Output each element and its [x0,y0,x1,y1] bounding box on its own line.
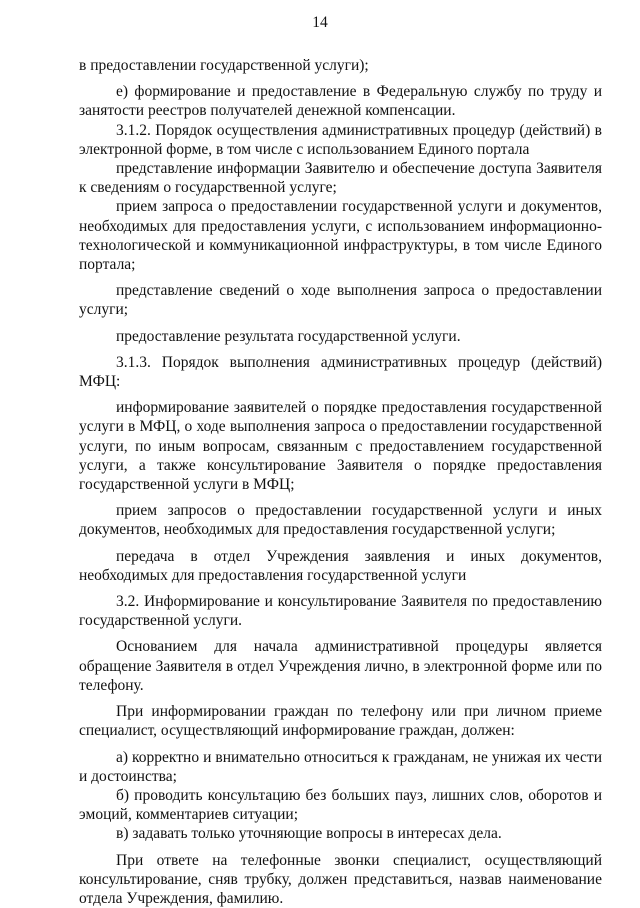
paragraph: прием запроса о предоставлении государственной услуги и документов, необходимых для предоставления услуги, с использованием информационно-технологической и коммуникационной инфраструктуры, в том числе Единого портала; [79,198,602,274]
paragraph: в предоставлении государственной услуги); [79,57,369,74]
paragraph: 3.1.2. Порядок осуществления административных процедур (действий) в электронной форме, в том числе с использованием Единого портала [79,121,602,158]
paragraph: 3.2. Информирование и консультирование Заявителя по предоставлению государственной услуги. [79,593,602,630]
paragraph: прием запросов о предоставлении государственной услуги и иных документов, необходимых для предоставления государственной услуги; [79,502,602,539]
paragraph: При ответе на телефонные звонки специалист, осуществляющий консультирование, сняв трубку, должен представиться, назвав наименование отдела Учреждения, фамилию. [79,851,602,907]
paragraph: передача в отдел Учреждения заявления и иных документов, необходимых для предоставления государственной услуги [79,547,602,584]
paragraph: предоставление результата государственной услуги. [116,327,461,345]
document-body [79,56,602,908]
paragraph: б) проводить консультацию без больших пауз, лишних слов, оборотов и эмоций, комментариев ситуации; [79,786,602,824]
paragraph: а) корректно и внимательно относиться к гражданам, не унижая их чести и достоинства; [79,748,602,785]
paragraph: При информировании граждан по телефону или при личном приеме специалист, осуществляющий информирование граждан, должен: [79,703,602,740]
paragraph: 3.1.3. Порядок выполнения административных процедур (действий) МФЦ: [79,353,602,391]
paragraph: представление сведений о ходе выполнения запроса о предоставлении услуги; [79,282,602,319]
page-number: 14 [312,14,328,31]
paragraph: информирование заявителей о порядке предоставления государственной услуги в МФЦ, о ходе выполнения запроса о предоставлении государственной услуги, по иным вопросам, связанным с предоставлением государственной услуги, а также консультирование Заявителя о порядке предоставления государственной услуги в МФЦ; [79,399,602,494]
paragraph: е) формирование и предоставление в Федеральную службу по труду и занятости реестров получателей денежной компенсации. [79,83,602,120]
paragraph: в) задавать только уточняющие вопросы в интересах дела. [116,825,502,843]
paragraph: представление информации Заявителю и обеспечение доступа Заявителя к сведениям о государственной услуге; [79,160,602,197]
paragraph: Основанием для начала административной процедуры является обращение Заявителя в отдел Учреждения лично, в электронной форме или по телефону. [79,638,602,694]
